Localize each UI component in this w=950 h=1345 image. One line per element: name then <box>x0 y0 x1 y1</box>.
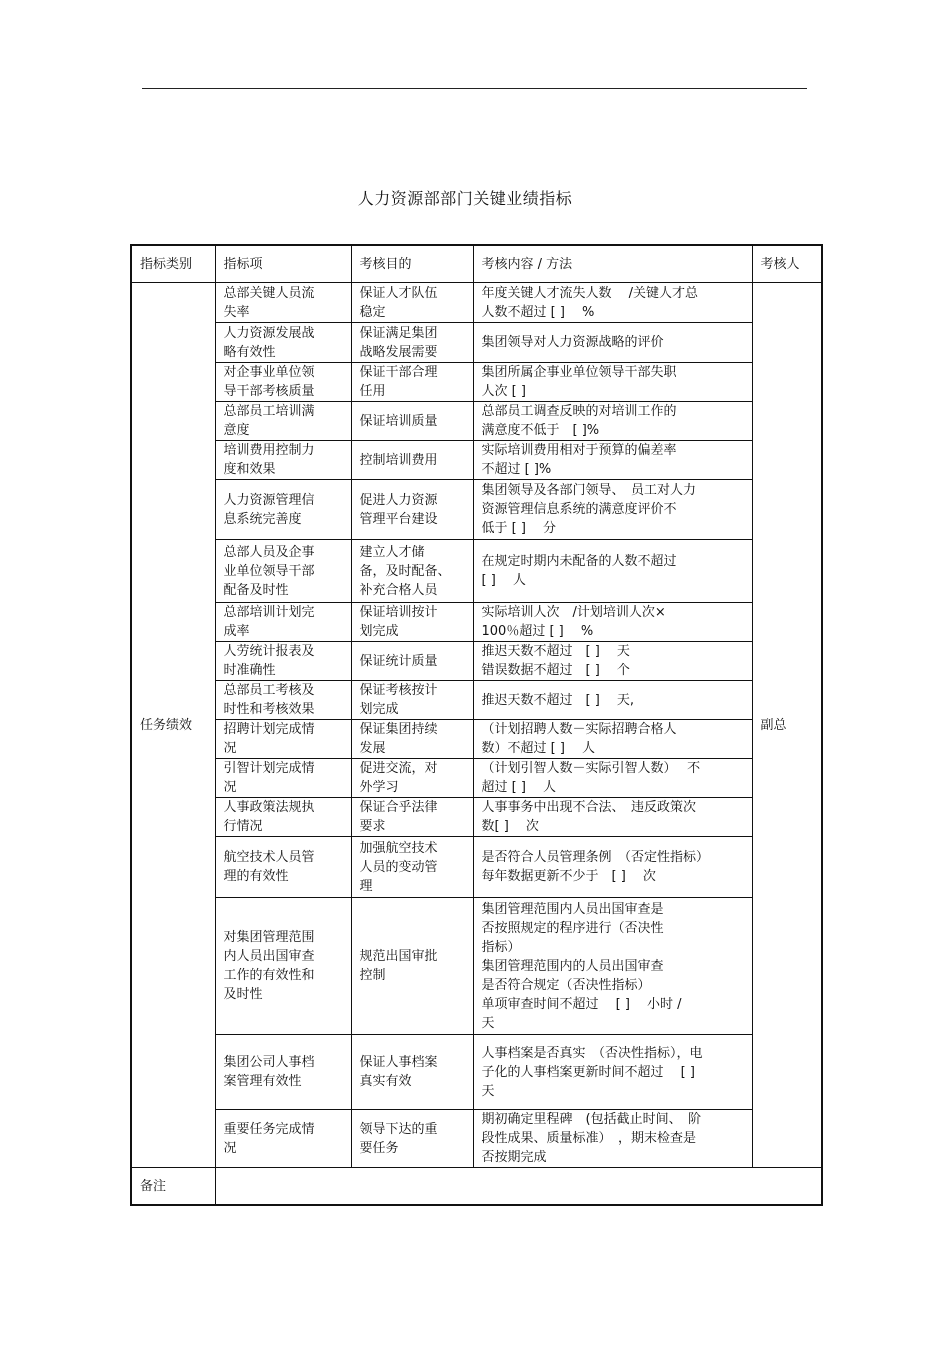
item-cell: 人力资源发展战 略有效性 <box>215 323 351 363</box>
purpose-cell: 规范出国审批 控制 <box>351 898 473 1035</box>
content-cell: 实际培训费用相对于预算的偏差率 不超过 [ ]% <box>473 441 752 480</box>
content-cell: 年度关键人才流失人数 /关键人才总 人数不超过 [ ] % <box>473 283 752 323</box>
table-row <box>131 283 822 323</box>
item-cell: 总部培训计划完 成率 <box>215 603 351 642</box>
item-cell: 引智计划完成情 况 <box>215 759 351 798</box>
purpose-cell: 加强航空技术 人员的变动管 理 <box>351 837 473 898</box>
item-cell: 集团公司人事档 案管理有效性 <box>215 1035 351 1110</box>
table-body <box>131 283 822 1206</box>
item-cell: 总部人员及企事 业单位领导干部 配备及时性 <box>215 540 351 603</box>
purpose-cell: 保证培训质量 <box>351 402 473 441</box>
table-row <box>131 480 822 540</box>
item-cell: 总部关键人员流 失率 <box>215 283 351 323</box>
remarks-label: 备注 <box>131 1168 215 1206</box>
content-cell: 推迟天数不超过 [ ] 天 错误数据不超过 [ ] 个 <box>473 642 752 681</box>
content-cell: 在规定时期内未配备的人数不超过 [ ] 人 <box>473 540 752 603</box>
purpose-cell: 控制培训费用 <box>351 441 473 480</box>
item-cell: 培训费用控制力 度和效果 <box>215 441 351 480</box>
table-row <box>131 1035 822 1110</box>
table-row <box>131 540 822 603</box>
table-row <box>131 798 822 837</box>
header-content: 考核内容 / 方法 <box>473 245 752 283</box>
item-cell: 人力资源管理信 息系统完善度 <box>215 480 351 540</box>
purpose-cell: 保证统计质量 <box>351 642 473 681</box>
table-row <box>131 441 822 480</box>
header-item: 指标项 <box>215 245 351 283</box>
kpi-table <box>130 244 823 1206</box>
purpose-cell: 保证干部合理 任用 <box>351 363 473 402</box>
category-cell: 任务绩效 <box>131 283 215 1168</box>
item-cell: 招聘计划完成情 况 <box>215 720 351 759</box>
purpose-cell: 保证培训按计 划完成 <box>351 603 473 642</box>
table-row <box>131 837 822 898</box>
item-cell: 对企事业单位领 导干部考核质量 <box>215 363 351 402</box>
table-row <box>131 363 822 402</box>
content-cell: 集团所属企事业单位领导干部失职 人次 [ ] <box>473 363 752 402</box>
table-row <box>131 642 822 681</box>
purpose-cell: 保证合乎法律 要求 <box>351 798 473 837</box>
purpose-cell: 促进人力资源 管理平台建设 <box>351 480 473 540</box>
header-purpose: 考核目的 <box>351 245 473 283</box>
purpose-cell: 保证人事档案 真实有效 <box>351 1035 473 1110</box>
purpose-cell: 保证集团持续 发展 <box>351 720 473 759</box>
content-cell: 总部员工调查反映的对培训工作的 满意度不低于 [ ]% <box>473 402 752 441</box>
content-cell: 集团管理范围内人员出国审查是 否按照规定的程序进行（否决性 指标） 集团管理范围内的人员出国审查 是否符合规定（否决性指标） 单项审查时间不超过 [ ] 小时 / 天 <box>473 898 752 1035</box>
item-cell: 航空技术人员管 理的有效性 <box>215 837 351 898</box>
table-row <box>131 898 822 1035</box>
item-cell: 总部员工考核及 时性和考核效果 <box>215 681 351 720</box>
table-row <box>131 1110 822 1168</box>
content-cell: 是否符合人员管理条例 （否定性指标） 每年数据更新不少于 [ ] 次 <box>473 837 752 898</box>
purpose-cell: 保证人才队伍 稳定 <box>351 283 473 323</box>
item-cell: 总部员工培训满 意度 <box>215 402 351 441</box>
table-row <box>131 681 822 720</box>
content-cell: 集团领导及各部门领导、 员工对人力 资源管理信息系统的满意度评价不 低于 [ ] 分 <box>473 480 752 540</box>
content-cell: 期初确定里程碑 (包括截止时间、 阶 段性成果、质量标准） ，期末检查是 否按期完成 <box>473 1110 752 1168</box>
item-cell: 人劳统计报表及 时准确性 <box>215 642 351 681</box>
item-cell: 重要任务完成情 况 <box>215 1110 351 1168</box>
table-row <box>131 603 822 642</box>
content-cell: 集团领导对人力资源战略的评价 <box>473 323 752 363</box>
purpose-cell: 保证考核按计 划完成 <box>351 681 473 720</box>
item-cell: 对集团管理范围 内人员出国审查 工作的有效性和 及时性 <box>215 898 351 1035</box>
table-row <box>131 402 822 441</box>
approver-cell: 副总 <box>752 283 822 1168</box>
content-cell: 人事事务中出现不合法、 违反政策次 数[ ] 次 <box>473 798 752 837</box>
header-approver: 考核人 <box>752 245 822 283</box>
purpose-cell: 领导下达的重 要任务 <box>351 1110 473 1168</box>
remarks-value <box>215 1168 822 1206</box>
table-row <box>131 759 822 798</box>
content-cell: （计划招聘人数－实际招聘合格人 数）不超过 [ ] 人 <box>473 720 752 759</box>
purpose-cell: 促进交流，对 外学习 <box>351 759 473 798</box>
table-header-row <box>131 245 822 283</box>
purpose-cell: 建立人才储 备，及时配备、 补充合格人员 <box>351 540 473 603</box>
remarks-row <box>131 1168 822 1206</box>
purpose-cell: 保证满足集团 战略发展需要 <box>351 323 473 363</box>
item-cell: 人事政策法规执 行情况 <box>215 798 351 837</box>
content-cell: （计划引智人数－实际引智人数） 不 超过 [ ] 人 <box>473 759 752 798</box>
content-cell: 实际培训人次 /计划培训人次× 100％超过 [ ] % <box>473 603 752 642</box>
content-cell: 人事档案是否真实 （否决性指标），电 子化的人事档案更新时间不超过 [ ] 天 <box>473 1035 752 1110</box>
content-cell: 推迟天数不超过 [ ] 天, <box>473 681 752 720</box>
page-title: 人力资源部部门关键业绩指标 <box>357 189 573 208</box>
table-row <box>131 323 822 363</box>
table-row <box>131 720 822 759</box>
header-category: 指标类别 <box>131 245 215 283</box>
header-rule <box>142 88 807 89</box>
